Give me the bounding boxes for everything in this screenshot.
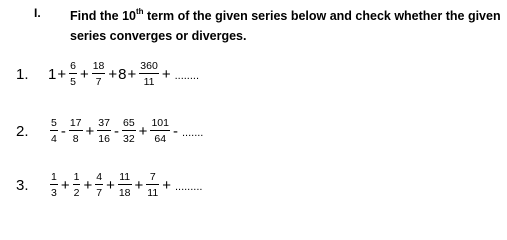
fraction-term [148,117,172,145]
fraction-numerator: 4 [96,171,103,183]
problem-number: 1. [16,65,29,83]
series-problem-1 [16,60,199,88]
operator: + [127,65,137,83]
operator: + [60,176,70,194]
ellipsis: ......... [174,181,203,193]
operator: + [79,65,89,83]
ellipsis: ........ [174,70,200,82]
fraction-term [93,171,105,199]
series-problem-2 [16,117,203,145]
operator: + [162,176,171,194]
integer-term: 1 [48,65,57,83]
operator: - [172,122,178,140]
fraction-term [95,117,113,145]
fraction-numerator: 101 [151,117,169,129]
series-expression [48,171,202,199]
fraction-denominator: 2 [73,187,80,199]
fraction-denominator: 3 [51,187,57,199]
fraction-denominator: 18 [118,187,131,199]
fraction-numerator: 6 [70,60,76,72]
fraction-denominator: 11 [147,187,159,199]
fraction-term [71,171,83,199]
problem-number: 2. [16,122,29,140]
instruction-ordinal-suffix: th [135,6,144,16]
fraction-numerator: 1 [73,171,80,183]
fraction-term [67,117,85,145]
series-expression [48,117,203,145]
fraction-denominator: 7 [96,187,103,199]
fraction-denominator: 32 [122,133,135,145]
operator: + [83,176,93,194]
fraction-term [116,171,134,199]
fraction-denominator: 8 [72,133,79,145]
operator: + [106,176,115,194]
operator: + [108,65,118,83]
series-expression [48,60,199,88]
fraction-term [144,171,161,199]
fraction-numerator: 17 [69,117,82,129]
fraction-numerator: 18 [92,60,105,72]
instruction-pre: Find the 10 [70,9,136,23]
fraction-term [48,171,60,199]
fraction-term [90,60,108,88]
series-problem-3 [16,171,202,199]
fraction-term [48,117,60,145]
operator: - [60,122,66,140]
instruction-post: term of the given series below and check whether the given series converges or diverges. [70,9,501,43]
operator: + [161,65,171,83]
fraction-denominator: 7 [95,76,102,88]
fraction-numerator: 1 [51,171,57,183]
operator: + [134,176,144,194]
fraction-denominator: 64 [154,133,167,145]
operator: + [85,122,95,140]
operator: - [113,122,119,140]
fraction-denominator: 5 [70,76,76,88]
fraction-numerator: 360 [140,60,158,72]
fraction-denominator: 16 [98,133,110,145]
fraction-numerator: 11 [119,171,131,183]
ellipsis: ....... [181,127,204,139]
fraction-term [137,60,161,88]
problem-number: 3. [16,176,29,194]
operator: + [138,122,148,140]
fraction-term [120,117,138,145]
fraction-term [67,60,79,88]
fraction-denominator: 4 [51,133,57,145]
integer-term: 8 [118,65,127,83]
fraction-numerator: 5 [51,117,57,129]
fraction-numerator: 65 [122,117,135,129]
roman-numeral: I. [34,6,41,20]
fraction-denominator: 11 [143,76,155,88]
fraction-numerator: 7 [149,171,156,183]
fraction-numerator: 37 [98,117,110,129]
instruction-text [70,6,502,46]
operator: + [57,65,67,83]
